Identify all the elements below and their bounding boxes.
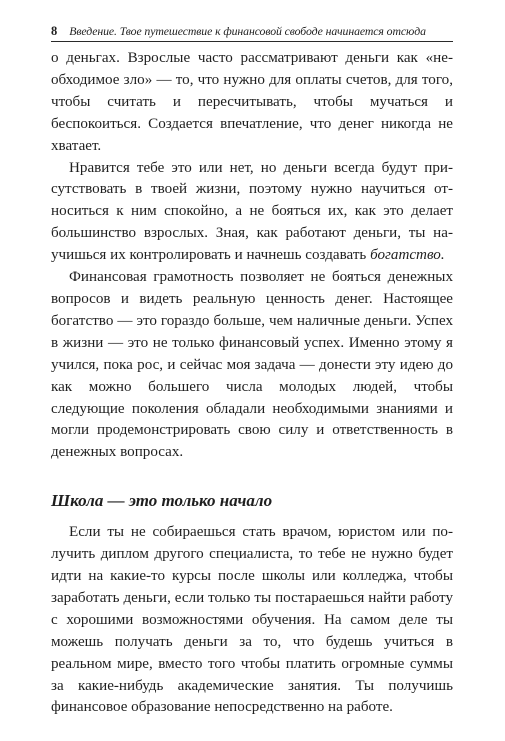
running-head xyxy=(51,24,453,42)
paragraph-2 xyxy=(51,158,453,268)
running-title: Введение. Твое путешествие к финансовой свободе начинается отсюда xyxy=(69,24,426,38)
paragraph-1: о деньгах. Взрослые часто рассматривают деньги как «необходимое зло» — то, что нужно для оплаты счетов, для того, чтобы считать и пересчитывать, чтобы мучаться и беспокоиться. Создается впечатление, что денег никогда не хватает. xyxy=(51,50,453,154)
book-page xyxy=(51,24,453,714)
page-number: 8 xyxy=(51,24,58,38)
paragraph-2-text: Нравится тебе это или нет, но деньги всегда будут присутствовать в твоей жизни, поэтому нужно научиться относиться к ним спокойно, а не бояться их, как это делает большинство взрослых. Зная, как работают деньги, ты научишься их контролировать и начнешь создавать xyxy=(51,159,453,264)
body-text xyxy=(51,48,453,719)
section-heading: Школа — это только начало xyxy=(51,491,273,511)
paragraph-2-emphasis: богатство. xyxy=(370,247,445,264)
section-paragraph-1: Если ты не собираешься стать врачом, юристом или получить диплом другого специалиста, то тебе не нужно будет идти на какие-то курсы после школы или колледжа, чтобы заработать деньги, если только ты постараешься найти работу с хорошими возможностями обучения. На самом деле ты можешь получать деньги за то, что будешь учиться в реальном мире, вместо того чтобы платить огромные суммы за какие-нибудь академические занятия. Ты получишь финансовое образование непосредственно на работе. xyxy=(51,524,453,716)
paragraph-3: Финансовая грамотность позволяет не бояться денежных вопросов и видеть реальную ценность денег. Настоящее богатство — это гораздо больше, чем наличные деньги. Успех в жизни — это не только финансовый успех. Именно этому я учился, пока рос, и сейчас моя задача — донести эту идею до как можно большего числа молодых людей, чтобы следующие поколения обладали необходимыми знаниями и могли продемонстрировать свою силу и ответственность в денежных вопросах. xyxy=(51,269,453,461)
